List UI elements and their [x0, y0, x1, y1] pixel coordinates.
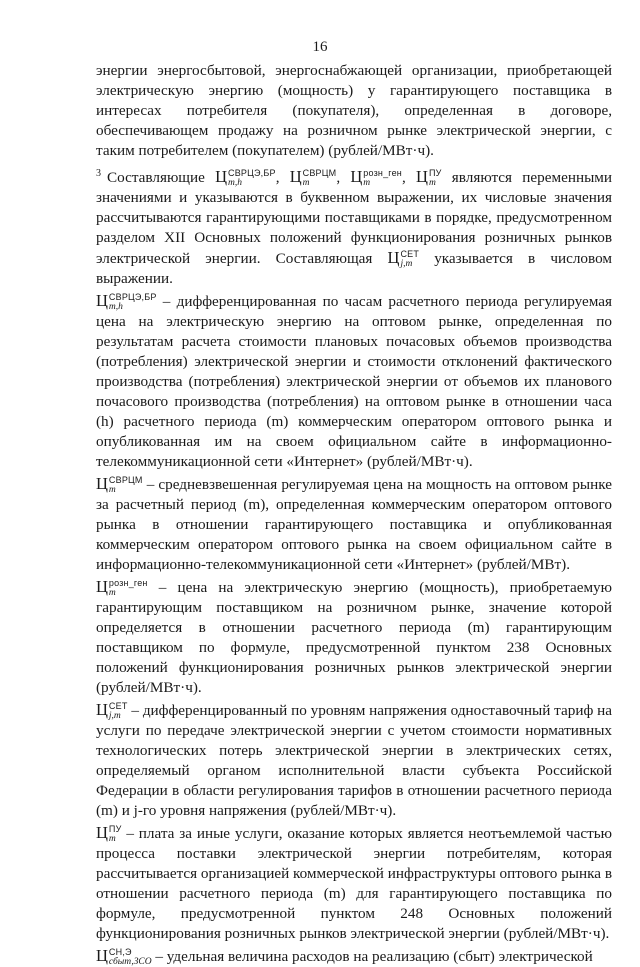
page-number: 16 [312, 39, 328, 55]
definition-sn [96, 946, 612, 967]
symbol-set: Ц СЕТ j,m [387, 248, 420, 270]
definition-text: – удельная величина расходов на реализацию (сбыт) электрической [155, 948, 593, 966]
definition-svrcm [96, 474, 612, 575]
definition-text: – средневзвешенная регулируемая цена на мощность на оптовом рынке за расчетный период (m), определенная коммерческим оператором оптового рынка в отношении гарантирующего поставщика и опубликованная коммерческим оператором оптового рынка на своем официальном сайте в информационно-телекоммуникационной сети «Интернет» (рублей/МВт). [96, 476, 612, 574]
definition-svrcz-br [96, 291, 612, 472]
term-symbol-set: Ц СЕТ j,m [96, 700, 128, 722]
symbol-svrcm: Ц СВРЦМ m [289, 167, 337, 189]
term-symbol-svrcz-br: Ц СВРЦЭ,БР m,h [96, 291, 157, 313]
document-body [96, 61, 612, 967]
paragraph-intro: энергии энергосбытовой, энергоснабжающей организации, приобретающей электрическую энергию (мощность) у гарантирующего поставщика в интересах потребителя (покупателя), определенная в договоре, обеспечивающем продажу на розничном рынке электрической энергии, с таким потребителем (покупателем) (рублей/МВт·ч). [96, 62, 612, 159]
definition-text: – цена на электрическую энергию (мощность), приобретаемую гарантирующим поставщиком на розничном рынке, значение которой определяется в отношении расчетного периода (m) гарантирующим поставщиком по формуле, предусмотренной пунктом 238 Основных положений функционирования розничных рынков электрической энергии (рублей/МВт·ч). [96, 579, 612, 697]
definition-text: – дифференцированная по часам расчетного периода регулируемая цена на электрическую энергию на оптовом рынке, определенная по результатам расчета стоимости плановых почасовых объемов производства (потребления) электрической энергии и стоимости отклонений фактического производства (потребления) электрической энергии от объемов их планового почасового производства (потребления) на оптовом рынке в отношении часа (h) расчетного периода (m) коммерческим оператором оптового рынка и опубликованная им на своем официальном сайте в информационно-телекоммуникационной сети «Интернет» (рублей/МВт·ч). [96, 293, 612, 471]
term-symbol-pu: Ц ПУ m [96, 823, 122, 845]
definition-pu [96, 823, 612, 944]
definition-text: – дифференцированный по уровням напряжения одноставочный тариф на услуги по передаче электрической энергии с учетом стоимости нормативных технологических потерь электрической энергии в электрических сетях, определяемый органом исполнительной власти субъекта Российской Федерации в области регулирования тарифов в отношении расчетного периода (m) и j-го уровня напряжения (рублей/МВт·ч). [96, 702, 613, 820]
footnote-text: являются переменными значениями и указываются в буквенном выражении, их числовые значения рассчитываются гарантирующими поставщиками в порядке, предусмотренном разделом XII Основных положений функционирования розничных рынков электрической энергии. Составляющая [96, 169, 613, 268]
definition-text: – плата за иные услуги, оказание которых является неотъемлемой частью процесса поставки электрической энергии потребителям, которая рассчитывается организацией коммерческой инфраструктуры оптового рынка в отношении расчетного периода (m) для гарантирующего поставщика по формуле, предусмотренной пунктом 248 Основных положений функционирования розничных рынков электрической энергии (рублей/МВт·ч). [96, 825, 612, 943]
footnote-lead: Составляющие [107, 169, 205, 186]
symbol-svrcz-br: Ц СВРЦЭ,БР m,h [215, 167, 276, 189]
term-symbol-sn: Ц СН,Э сбыт,ЗСО [96, 946, 152, 967]
definition-rozn-gen [96, 577, 612, 698]
definition-set [96, 700, 612, 821]
term-symbol-svrcm: Ц СВРЦМ m [96, 474, 143, 496]
footnote-tail: указывается в числовом выражении. [96, 250, 612, 288]
term-symbol-rozn-gen: Ц розн_ген m [96, 577, 148, 599]
footnote-mark: 3 [96, 168, 101, 179]
footnote-3: $^3$ Составляющие Ц СВРЦЭ,БР m,h , Ц СВРЦМ m , Ц розн_ген m , Ц ПУ m являются переменными значениями и указываются в буквенном выражении, их числовые значения рассчитываются гарантирующими поставщиками в порядке, предусмотренном разделом XII Основных положений функционирования розничных рынков электрической энергии. Составляющая Ц СЕТ j,m указывается в числовом выражении. [96, 167, 613, 288]
symbol-rozn-gen: Ц розн_ген m [350, 167, 402, 189]
symbol-pu: Ц ПУ m [416, 167, 442, 189]
